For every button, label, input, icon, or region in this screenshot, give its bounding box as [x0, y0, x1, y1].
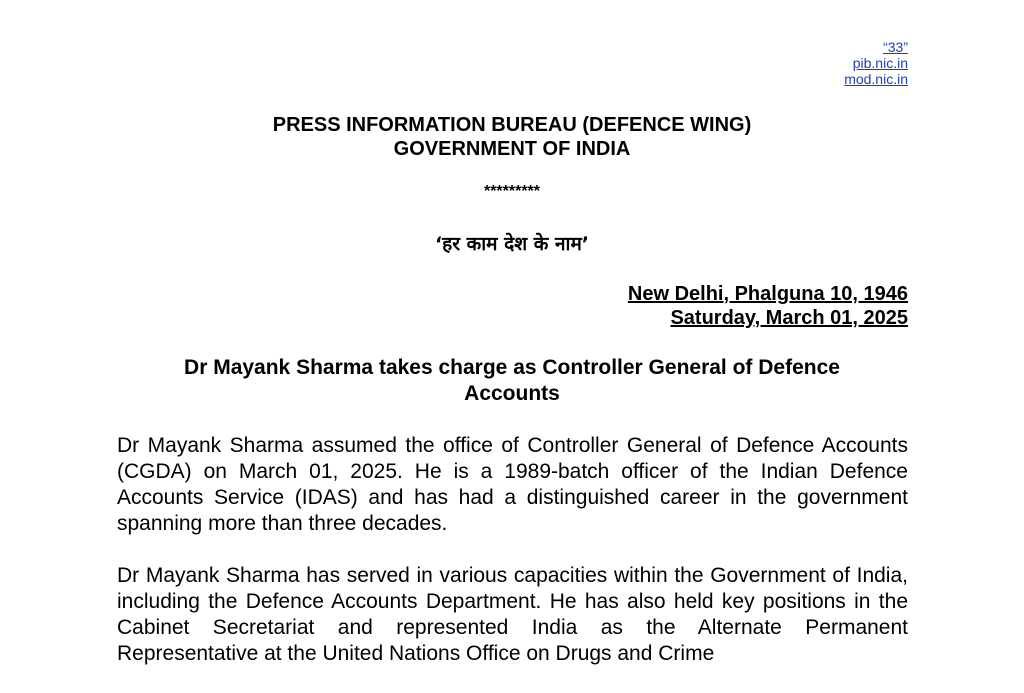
weekday-date: Saturday, March 01, 2025	[670, 307, 908, 329]
organization-heading	[0, 113, 1024, 161]
organization-name: PRESS INFORMATION BUREAU (DEFENCE WING)	[272, 114, 752, 136]
body-paragraph-2: Dr Mayank Sharma has served in various capacities within the Government of India, including the Defence Accounts Department. He has also held key positions in the Cabinet Secretariat and represented India as the Alternate Permanent Representative at the United Nations Office on Drugs and Crime	[117, 564, 908, 665]
pib-website-link[interactable]: pib.nic.in	[852, 55, 908, 71]
reference-number-link[interactable]: “33”	[883, 39, 908, 55]
header-links	[844, 39, 908, 87]
press-release-body	[117, 433, 908, 693]
government-name: GOVERNMENT OF INDIA	[393, 138, 631, 160]
place-date: New Delhi, Phalguna 10, 1946	[627, 283, 908, 305]
motto-text: ‘हर काम देश के नाम’	[434, 233, 590, 255]
press-release-headline: Dr Mayank Sharma takes charge as Controller General of Defence Accounts	[184, 356, 840, 405]
separator-stars: *********	[483, 183, 541, 200]
mod-website-link[interactable]: mod.nic.in	[844, 71, 908, 87]
dateline	[628, 282, 908, 330]
body-paragraph-1: Dr Mayank Sharma assumed the office of Controller General of Defence Accounts (CGDA) on March 01, 2025. He is a 1989-batch officer of the Indian Defence Accounts Service (IDAS) and has had a distinguished career in the government spanning more than three decades.	[117, 434, 908, 535]
